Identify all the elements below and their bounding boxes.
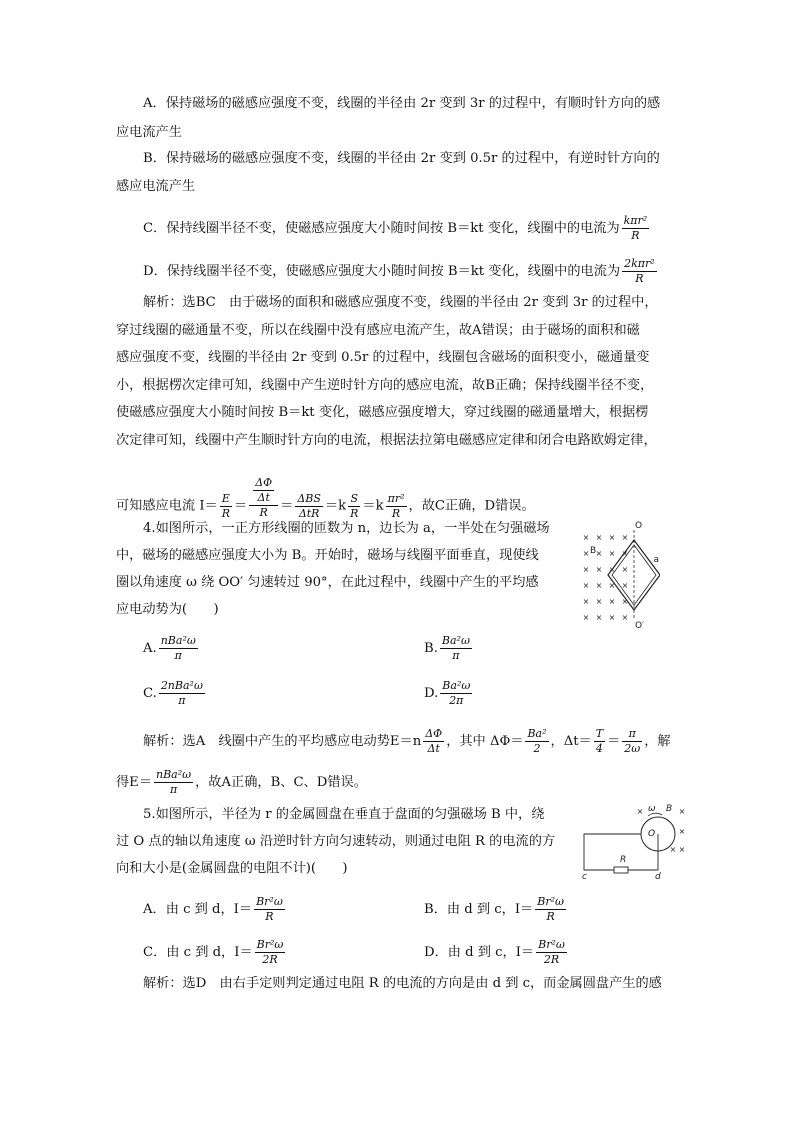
- numerator: S: [348, 492, 360, 507]
- denominator: Δt: [257, 491, 270, 504]
- q5-option-c: [143, 938, 287, 967]
- denominator: R: [259, 506, 268, 519]
- frac-dBS-dtR: [295, 492, 323, 521]
- option-label: A.: [143, 641, 157, 656]
- label-a: a: [653, 555, 659, 565]
- numerator: [249, 476, 278, 506]
- numerator: π: [622, 727, 642, 742]
- analysis-text: ，故A正确，B、C、D错误。: [195, 775, 367, 790]
- q4-option-c: [143, 679, 207, 708]
- option-fraction: [535, 895, 566, 924]
- denominator: R: [391, 506, 401, 520]
- field-x-mark: ×: [621, 565, 629, 574]
- denominator: Δt: [427, 742, 440, 755]
- q3-option-b-line1: B．保持磁场的磁感应强度不变，线圈的半径由 2r 变到 0.5r 的过程中，有逆时针方向的: [143, 151, 660, 166]
- option-label: B.: [424, 641, 438, 656]
- q5-analysis-line1: 解析：选D 由右手定则判定通过电阻 R 的电流的方向是由 d 到 c，而金属圆盘产生的感: [143, 976, 662, 991]
- denominator: 2π: [449, 694, 464, 707]
- q5-stem-line2: 过 O 点的轴以角速度 ω 沿逆时针方向匀速转动，则通过电阻 R 的电流的方: [116, 834, 556, 849]
- denominator: π: [169, 783, 178, 796]
- symbol-k: k: [375, 498, 384, 514]
- numerator: ΔBS: [297, 491, 321, 505]
- field-x-mark: ×: [595, 613, 603, 622]
- wire-left: [584, 834, 641, 870]
- option-fraction: [536, 938, 567, 967]
- label-c: c: [582, 872, 587, 880]
- q4-analysis-line1: 解析：选A 线圈中产生的平均感应电动势E＝n $\frac{\Delta\Phi}{\Delta t}$ ，其中 ΔΦ＝ $\frac{\text{Ba²}}{2}$ ，Δt＝ $\frac{T}{4}$ ＝ $\frac{\pi}{2\omega}$ ，解: [143, 727, 671, 755]
- denominator: 2: [533, 742, 541, 755]
- frac-T-4: [594, 727, 605, 756]
- q3-option-c: [143, 214, 651, 243]
- numerator: Br²ω: [537, 895, 564, 908]
- q5-stem-line1: 5.如图所示，半径为 r 的金属圆盘在垂直于盘面的匀强磁场 B 中，绕: [143, 807, 545, 822]
- q3-analysis-line5: 使磁感应强度大小随时间按 B＝kt 变化，磁感应强度增大，穿过线圈的磁通量增大，根据楞: [116, 405, 649, 420]
- option-label: D.: [424, 686, 439, 701]
- q5-disk-circuit-figure: [578, 800, 688, 880]
- numerator: ΔΦ: [425, 727, 443, 740]
- numerator: kπr²: [623, 214, 648, 227]
- field-x-mark: ×: [608, 597, 616, 606]
- denominator: R: [631, 229, 640, 242]
- field-x-mark: ×: [595, 549, 603, 558]
- q4-square-coil-figure: [578, 518, 660, 630]
- field-x-mark: ×: [582, 597, 590, 606]
- field-x-mark: ×: [608, 581, 616, 590]
- q4-stem-line2: 中，磁场的磁感应强度大小为 B。开始时，磁场与线圈平面垂直，现使线: [116, 548, 539, 563]
- numerator: E: [220, 492, 232, 507]
- option-fraction: [254, 895, 285, 924]
- q5-stem-line3: 向和大小是(金属圆盘的电阻不计)( ): [116, 861, 348, 876]
- frac-pi-2w: [622, 727, 642, 756]
- label-B: B: [666, 804, 673, 814]
- q3-analysis-line3: 感应强度不变，线圈的半径由 2r 变到 0.5r 的过程中，线圈包含磁场的面积变小，磁通量变: [116, 350, 650, 365]
- q3-analysis-line4: 小，根据楞次定律可知，线圈中产生逆时针方向的感应电流，故B正确；保持线圈半径不变，: [116, 378, 654, 393]
- field-x-mark: ×: [621, 533, 629, 542]
- field-x-mark: ×: [595, 597, 603, 606]
- frac-result: [154, 768, 193, 797]
- field-x-mark: ×: [582, 581, 590, 590]
- q3-option-d-text: D．保持线圈半径不变，使磁感应强度大小随时间按 B＝kt 变化，线圈中的电流为: [143, 264, 621, 279]
- analysis-text: 得E＝: [116, 775, 153, 790]
- field-x-mark: ×: [608, 565, 616, 574]
- numerator: Br²ω: [538, 938, 565, 951]
- option-text: A．由 c 到 d，I＝: [143, 902, 253, 917]
- field-x-mark: ×: [582, 549, 590, 558]
- field-x-mark: ×: [669, 845, 677, 854]
- numerator: Br²ω: [256, 938, 284, 951]
- field-x-mark: ×: [678, 827, 686, 836]
- label-O: O: [648, 829, 656, 839]
- denominator: π: [178, 694, 186, 707]
- field-x-mark: ×: [636, 807, 644, 816]
- q3-analysis-conclusion: ，故C正确，D错误。: [408, 498, 535, 514]
- denominator: R: [221, 506, 231, 520]
- label-B: B: [590, 546, 597, 556]
- field-x-mark: ×: [621, 549, 629, 558]
- field-x-mark: ×: [595, 565, 603, 574]
- analysis-text: ，Δt＝: [550, 734, 592, 749]
- field-x-mark: ×: [621, 581, 629, 590]
- field-x-mark: ×: [608, 613, 616, 622]
- field-x-mark: ×: [582, 565, 590, 574]
- q4-stem-line3: 圈以角速度 ω 绕 OO′ 匀速转过 90°，在此过程中，线圈中产生的平均感: [116, 575, 539, 590]
- analysis-text: ，解: [644, 734, 671, 749]
- denominator: π: [452, 649, 460, 662]
- label-omega: ω: [648, 804, 656, 814]
- option-label: C.: [143, 686, 157, 701]
- q3-option-b-line2: 感应电流产生: [116, 179, 196, 194]
- numerator: 2kπr²: [624, 257, 655, 270]
- option-fraction: [440, 679, 472, 708]
- option-fraction: [440, 634, 472, 663]
- frac-pir2-R: [386, 492, 407, 521]
- denominator: 4: [595, 742, 603, 755]
- field-x-mark: ×: [621, 597, 629, 606]
- q5-option-a: [143, 895, 287, 924]
- label-d: d: [655, 872, 661, 880]
- denominator: R: [265, 910, 274, 923]
- analysis-text: ，其中 ΔΦ＝: [446, 734, 524, 749]
- frac-dphi-dt-over-R: [249, 476, 278, 520]
- field-x-mark: ×: [621, 613, 629, 622]
- q3-analysis-equation-prefix: 可知感应电流 I＝: [116, 498, 218, 514]
- denominator: ΔtR: [298, 506, 320, 520]
- denominator: R: [350, 506, 359, 520]
- field-x-mark: ×: [608, 549, 616, 558]
- q4-option-d: [424, 679, 474, 708]
- q3-analysis-line1: 解析：选BC 由于磁场的面积和磁感应强度不变，线圈的半径由 2r 变到 3r 的过程中，: [143, 295, 658, 310]
- denominator: 2R: [262, 953, 278, 966]
- numerator: T: [595, 727, 604, 740]
- option-fraction: [255, 938, 286, 967]
- q3-option-d: [143, 257, 659, 286]
- q3-option-c-fraction: [622, 214, 650, 243]
- q5-option-d: [424, 938, 569, 967]
- option-text: B．由 d 到 c，I＝: [424, 902, 534, 917]
- denominator: R: [635, 272, 644, 285]
- numerator: Br²ω: [256, 895, 283, 908]
- q3-option-d-fraction: [622, 257, 657, 286]
- label-O-prime: O′: [635, 621, 645, 630]
- q3-option-c-text: C．保持线圈半径不变，使磁感应强度大小随时间按 B＝kt 变化，线圈中的电流为: [143, 221, 620, 236]
- field-x-mark: ×: [608, 533, 616, 542]
- option-fraction: [159, 679, 205, 708]
- numerator: ΔΦ: [255, 476, 273, 489]
- numerator: 2nBa²ω: [160, 679, 203, 692]
- q4-stem-line1: 4.如图所示，一正方形线圈的匝数为 n，边长为 a，一半处在匀强磁场: [143, 521, 550, 536]
- denominator: 2R: [543, 953, 560, 966]
- field-x-mark: ×: [595, 533, 603, 542]
- frac-S-R: [348, 492, 360, 521]
- field-x-mark: ×: [582, 613, 590, 622]
- field-x-mark: ×: [678, 807, 686, 816]
- q4-option-b: [424, 634, 474, 663]
- label-R: R: [620, 855, 627, 865]
- field-x-mark: ×: [595, 581, 603, 590]
- numerator: πr²: [387, 491, 405, 505]
- q3-option-a-line1: A．保持磁场的磁感应强度不变，线圈的半径由 2r 变到 3r 的过程中，有顺时针方向的感: [143, 96, 661, 111]
- option-text: D．由 d 到 c，I＝: [424, 945, 535, 960]
- frac-Ba2-2: [525, 727, 548, 756]
- frac-dphi-dt: [423, 727, 444, 756]
- numerator: Ba²ω: [441, 634, 470, 647]
- denominator: π: [174, 649, 182, 662]
- denominator: R: [546, 910, 555, 923]
- analysis-text: 解析：选A 线圈中产生的平均感应电动势E＝n: [143, 734, 422, 749]
- numerator: nBa²ω: [156, 768, 192, 781]
- option-fraction: [159, 634, 198, 663]
- symbol-k: k: [338, 498, 347, 514]
- field-x-mark: ×: [582, 533, 590, 542]
- q3-analysis-line2: 穿过线圈的磁通量不变，所以在线圈中没有感应电流产生，故A错误；由于磁场的面积和磁: [116, 323, 640, 338]
- q3-analysis-line6: 次定律可知，线圈中产生顺时针方向的电流，根据法拉第电磁感应定律和闭合电路欧姆定律，: [116, 433, 657, 448]
- q4-option-a: [143, 634, 200, 663]
- numerator: Ba²ω: [442, 679, 471, 692]
- numerator: Ba²: [527, 727, 547, 740]
- inner-frac: [253, 476, 274, 505]
- option-text: C．由 c 到 d，I＝: [143, 945, 253, 960]
- q4-analysis-line2: [116, 768, 367, 797]
- q5-option-b: [424, 895, 568, 924]
- q3-analysis-line7: 可知感应电流 I＝ $\frac{E}{R}$ ＝ $\frac{\frac{\Delta\Phi}{\Delta t}}{R}$ ＝ $\frac{\text{ΔBS}}{\text{ΔtR}}$ ＝k $\frac{S}{R}$ ＝k $\frac{\text{πr²}}{R}$ ，故C正确，D错误。: [116, 476, 535, 520]
- q4-stem-line4: 应电动势为( ): [116, 602, 219, 617]
- frac-E-R: [220, 492, 232, 521]
- label-O: O: [635, 521, 643, 531]
- denominator: 2ω: [624, 742, 641, 755]
- field-x-mark: ×: [678, 845, 686, 854]
- q3-option-a-line2: 应电流产生: [116, 125, 182, 140]
- numerator: nBa²ω: [160, 634, 196, 647]
- resistor: [614, 867, 628, 873]
